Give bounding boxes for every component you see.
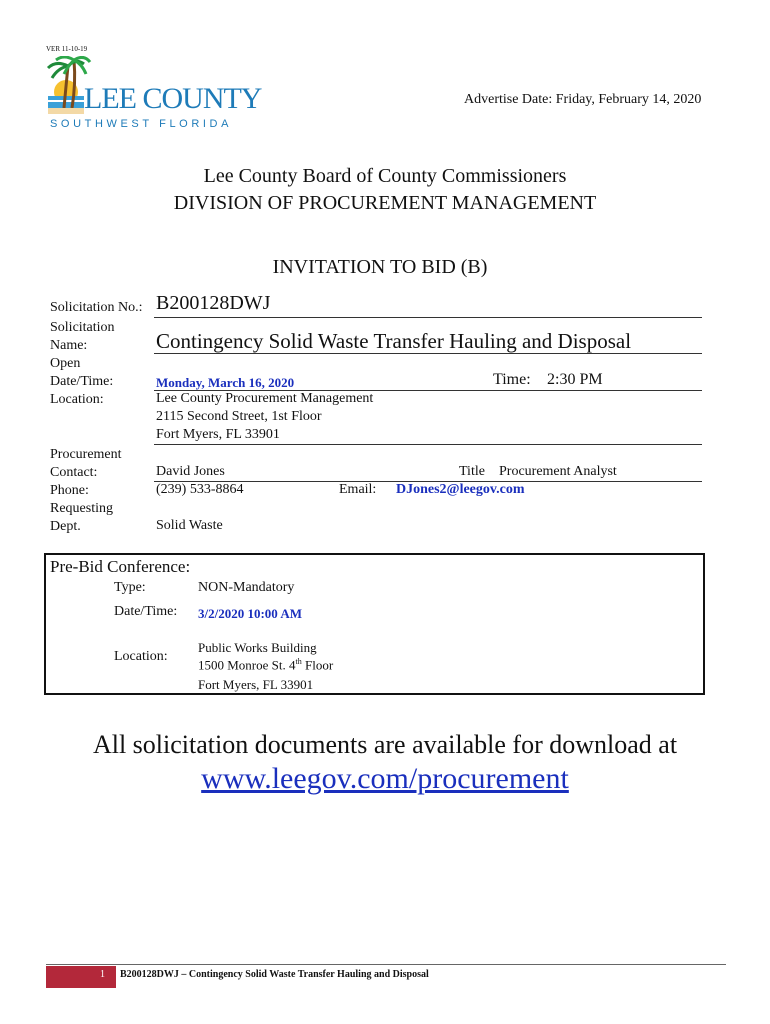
page-number-box <box>46 966 116 988</box>
page-number: 1 <box>100 969 105 980</box>
solicitation-label: Solicitation <box>50 320 115 335</box>
lee-county-logo <box>46 56 262 134</box>
location-line1: Lee County Procurement Management <box>156 391 374 406</box>
open-time-label: Time: <box>493 371 531 388</box>
dept-label: Dept. <box>50 519 81 534</box>
pre-bid-location-sup: th <box>295 657 302 666</box>
location-label: Location: <box>50 392 104 407</box>
solicitation-no-value: B200128DWJ <box>156 292 271 314</box>
pre-bid-location-line3: Fort Myers, FL 33901 <box>198 677 314 692</box>
date-time-label: Date/Time: <box>50 374 114 389</box>
open-label: Open <box>50 356 81 371</box>
email-label: Email: <box>339 482 377 497</box>
phone-label: Phone: <box>50 483 89 498</box>
contact-title-label: Title <box>459 464 485 479</box>
logo-subtitle: SOUTHWEST FLORIDA <box>50 118 233 130</box>
email-link[interactable]: DJones2@leegov.com <box>396 482 525 497</box>
open-time-value: 2:30 PM <box>547 371 603 388</box>
pre-bid-location-line2 <box>198 657 333 673</box>
phone-value: (239) 533-8864 <box>156 482 244 497</box>
pre-bid-datetime-label: Date/Time: <box>114 604 178 619</box>
procurement-label: Procurement <box>50 447 122 462</box>
pre-bid-location-line1: Public Works Building <box>198 640 317 655</box>
download-link-wrap <box>0 762 770 796</box>
version-label: VER 11-10-19 <box>46 45 88 53</box>
board-title: Lee County Board of County Commissioners <box>203 165 567 187</box>
divider <box>154 444 702 445</box>
footer-rule <box>46 964 726 965</box>
solicitation-name-value: Contingency Solid Waste Transfer Hauling and Disposal <box>156 329 632 353</box>
divider <box>154 317 702 318</box>
pre-bid-location-street: 1500 Monroe St. 4 <box>198 657 296 673</box>
location-line2: 2115 Second Street, 1st Floor <box>156 409 322 424</box>
location-line3: Fort Myers, FL 33901 <box>156 427 280 442</box>
pre-bid-location-floor: Floor <box>301 657 334 673</box>
logo-title: LEE COUNTY <box>84 82 262 115</box>
pre-bid-location-label: Location: <box>114 649 168 664</box>
footer-text: B200128DWJ – Contingency Solid Waste Transfer Hauling and Disposal <box>120 969 429 980</box>
pre-bid-heading: Pre-Bid Conference: <box>50 557 191 576</box>
pre-bid-datetime-value: 3/2/2020 10:00 AM <box>198 606 302 621</box>
name-label: Name: <box>50 338 88 353</box>
contact-value: David Jones <box>156 464 225 479</box>
open-date-value: Monday, March 16, 2020 <box>156 375 295 390</box>
procurement-link[interactable]: www.leegov.com/procurement <box>201 762 569 795</box>
contact-label: Contact: <box>50 465 98 480</box>
divider <box>154 353 702 354</box>
requesting-label: Requesting <box>50 501 113 516</box>
solicitation-no-label: Solicitation No.: <box>50 300 143 315</box>
division-title: DIVISION OF PROCUREMENT MANAGEMENT <box>173 192 597 214</box>
advertise-date: Advertise Date: Friday, February 14, 2020 <box>464 92 702 107</box>
bid-type-title: INVITATION TO BID (B) <box>272 256 488 278</box>
contact-title-value: Procurement Analyst <box>499 464 617 479</box>
pre-bid-type-value: NON-Mandatory <box>198 580 295 595</box>
dept-value: Solid Waste <box>156 518 223 533</box>
download-text: All solicitation documents are available for download at <box>92 730 678 759</box>
pre-bid-type-label: Type: <box>114 580 146 595</box>
